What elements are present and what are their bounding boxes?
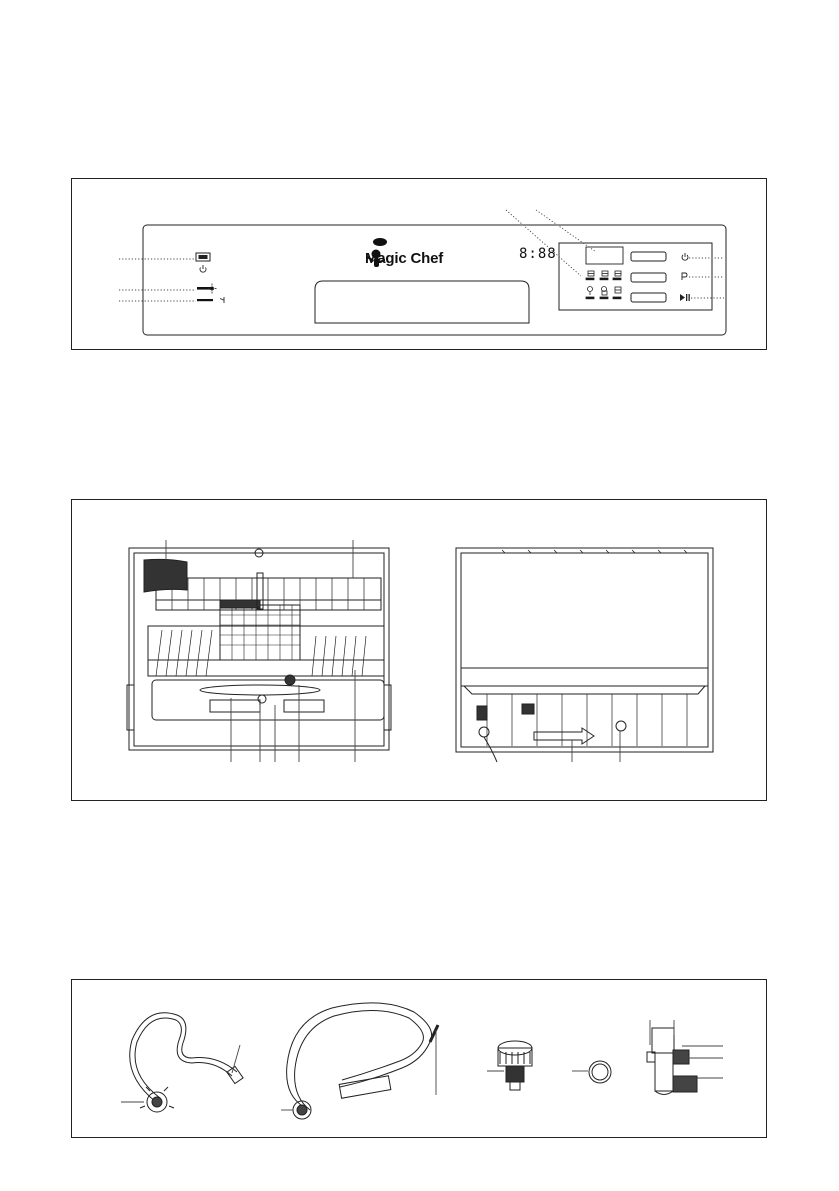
control-panel-diagram <box>71 178 767 350</box>
digit-display <box>586 247 623 264</box>
power-icon <box>200 265 206 272</box>
interior-diagram <box>71 499 767 801</box>
program-button <box>631 273 666 282</box>
control-panel-outline <box>143 225 726 335</box>
drain-hose <box>287 1003 438 1119</box>
power-symbol-icon <box>682 253 688 260</box>
washer-ring <box>589 1061 611 1083</box>
power-button-right <box>631 252 666 261</box>
drain-outlet <box>534 728 594 744</box>
inlet-hose <box>130 1013 243 1112</box>
volume-icon <box>220 297 224 303</box>
accessories-diagram <box>71 979 767 1138</box>
faucet-adapter <box>498 1041 532 1090</box>
tap-valve <box>647 1028 697 1095</box>
start-button <box>631 293 666 302</box>
play-pause-icon <box>680 294 690 301</box>
program-p-icon <box>682 273 687 280</box>
door-handle <box>315 281 529 323</box>
front-interior-view <box>127 548 391 750</box>
brand-name: Magic Chef <box>365 250 444 267</box>
back-view <box>456 548 713 762</box>
volume-indicator <box>197 299 213 301</box>
spray-arm <box>200 685 320 695</box>
display-digits: 8:88 <box>519 246 557 262</box>
program-icons <box>586 271 621 299</box>
